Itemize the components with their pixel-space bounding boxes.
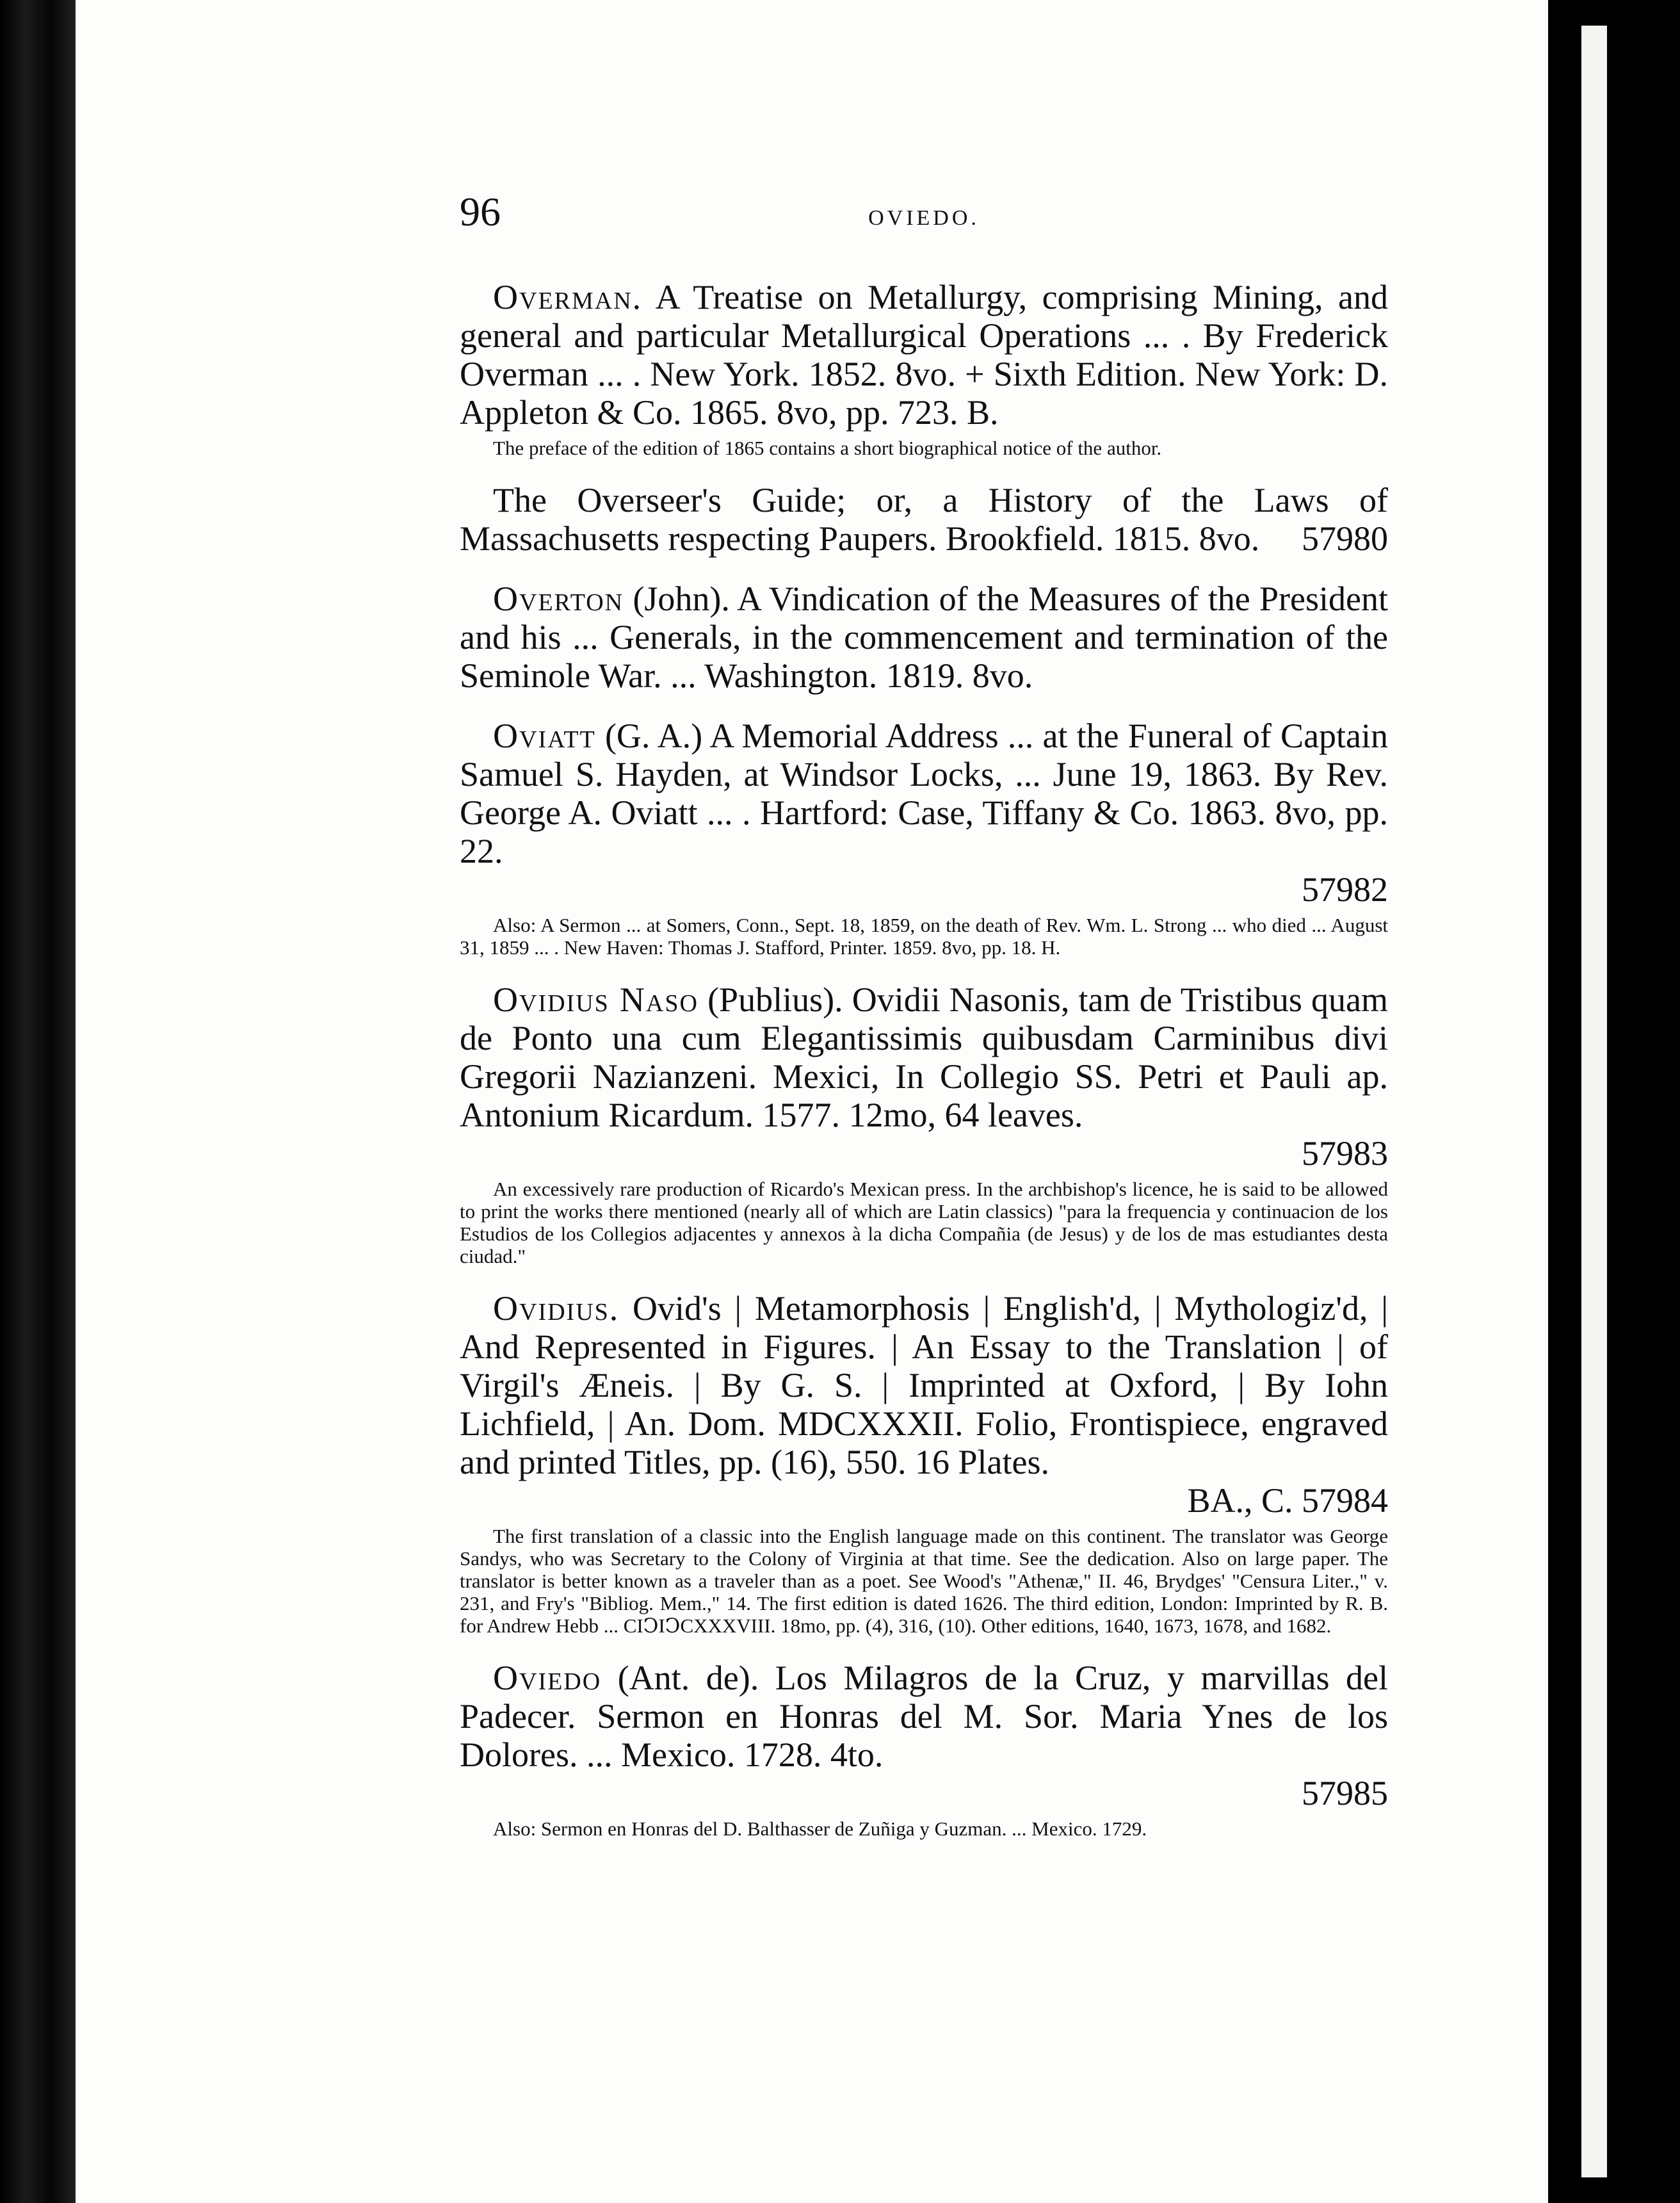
entry-lead: Overton [493, 580, 624, 618]
entry-text: (John). A Vindication of the Measures of the President and his ... Generals, in the commencement and termination of the Seminole War. ... Washington. 1819. 8vo. [460, 580, 1388, 695]
entry-text: Ovid's | Metamorphosis | English'd, | Mythologiz'd, | And Represented in Figures. | An Essay to the Translation | of Virgil's Æneis. | By G. S. | Imprinted at Oxford, | By Iohn Lichfield, | An. Dom. MDCXXXII. Folio, Frontispiece, engraved and printed Titles, pp. (16), 550. 16 Plates. [460, 1289, 1389, 1481]
entry-oviedo [460, 1659, 1388, 1812]
entry-note: Also: A Sermon ... at Somers, Conn., Sept. 18, 1859, on the death of Rev. Wm. L. Strong ... who died ... August 31, 1859 ... . New Haven: Thomas J. Stafford, Printer. 1859. 8vo, pp. 18. H. [460, 914, 1388, 959]
entry-ovidius-naso [460, 980, 1388, 1173]
entry-text: A Treatise on Metallurgy, comprising Mining, and general and particular Metallurgical Operations ... . By Frederick Overman ... . New York. 1852. 8vo. + Sixth Edition. New York: D. Appleton & Co. 1865. 8vo, pp. 723. B. [460, 278, 1388, 432]
page-content [460, 179, 1388, 1840]
entry-note: An excessively rare production of Ricardo's Mexican press. In the archbishop's licence, he is said to be allowed to print the works there mentioned (nearly all of which are Latin classics) "para la frequencia y continuacion de los Estudios de los Collegios adjacentes y annexos à la dicha Compañia (de Jesus) y de los de mas estudiantes desta ciudad." [460, 1178, 1388, 1267]
entry-number: 57985 [1302, 1774, 1388, 1812]
entry-text: (G. A.) A Memorial Address ... at the Funeral of Captain Samuel S. Hayden, at Windsor Locks, ... June 19, 1863. By Rev. George A. Oviatt ... . Hartford: Case, Tiffany & Co. 1863. 8vo, pp. 22. [460, 717, 1389, 870]
entry-lead: Ovidius. [493, 1289, 620, 1328]
entry-oviatt [460, 717, 1388, 909]
entry-text: (Ant. de). Los Milagros de la Cruz, y marvillas del Padecer. Sermon en Honras del M. Sor. Maria Ynes de los Dolores. ... Mexico. 1728. 4to. [460, 1659, 1388, 1774]
entry-lead: Oviedo [493, 1659, 602, 1697]
entry-lead: Oviatt [493, 717, 596, 755]
page-number: 96 [460, 189, 501, 234]
entry-text: (Publius). Ovidii Nasonis, tam de Tristibus quam de Ponto una cum Elegantissimis quibusdam Carminibus divi Gregorii Nazianzeni. Mexici, In Collegio SS. Petri et Pauli ap. Antonium Ricardum. 1577. 12mo, 64 leaves. [460, 980, 1388, 1134]
entry-number: 57980 [1302, 519, 1388, 558]
page-edge [1548, 0, 1680, 2203]
next-page-strip [1581, 26, 1607, 2177]
entry-note: The first translation of a classic into the English language made on this continent. The translator was George Sandys, who was Secretary to the Colony of Virginia at that time. See the dedication. Also on large paper. The translator is better known as a traveler than as a poet. See Wood's "Athenæ," II. 46, Brydges' "Censura Liter.," v. 231, and Fry's "Bibliog. Mem.," 14. The first edition is dated 1626. The third edition, London: Imprinted by R. B. for Andrew Hebb ... CIↃIↃCXXXVIII. 18mo, pp. (4), 316, (10). Other editions, 1640, 1673, 1678, and 1682. [460, 1525, 1388, 1637]
entry-lead: Ovidius Naso [493, 980, 699, 1019]
entry-ovidius-metamorphosis [460, 1289, 1388, 1520]
entry-number: 57982 [1302, 870, 1388, 909]
book-gutter [0, 0, 76, 2203]
entry-overman [460, 278, 1388, 432]
entry-note: The preface of the edition of 1865 contains a short biographical notice of the author. [493, 437, 1162, 459]
running-head: OVIEDO. [868, 206, 980, 230]
entry-text: The Overseer's Guide; or, a History of the Laws of Massachusetts respecting Paupers. Brookfield. 1815. 8vo. [460, 481, 1388, 558]
entry-overton [460, 580, 1388, 695]
entry-note: Also: Sermon en Honras del D. Balthasser de Zuñiga y Guzman. ... Mexico. 1729. [493, 1817, 1147, 1840]
entry-overseers-guide [460, 481, 1388, 558]
page-header [460, 179, 1388, 256]
entry-lead: Overman. [493, 278, 643, 316]
entry-number: 57983 [1302, 1134, 1388, 1173]
entry-number: BA., C. 57984 [1187, 1481, 1388, 1520]
